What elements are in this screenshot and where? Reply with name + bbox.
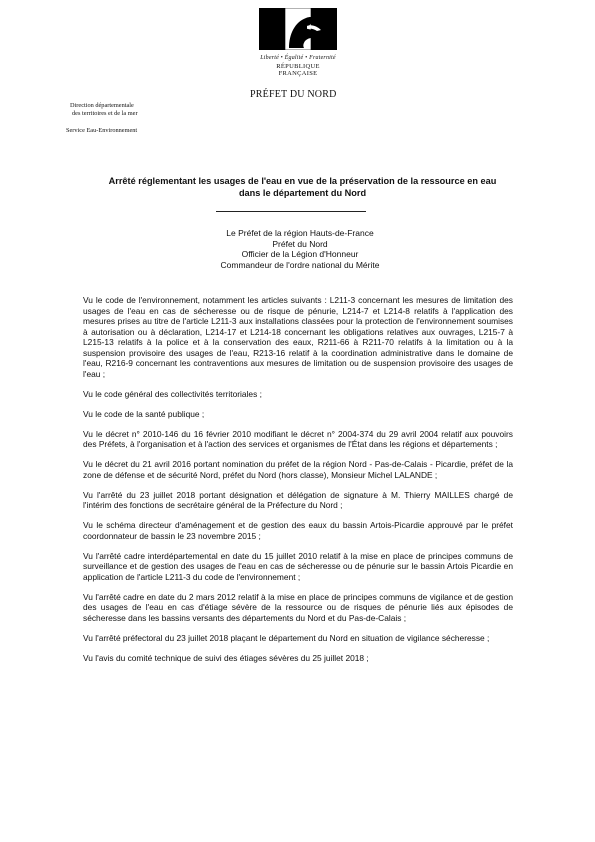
authority-block: [150, 228, 450, 270]
title-divider: [216, 211, 366, 212]
logo-republic-label: RÉPUBLIQUE FRANÇAISE: [276, 63, 320, 77]
service-label: Service Eau-Environnement: [66, 127, 138, 134]
marianne-logo-icon: [259, 8, 337, 50]
title-line-1: Arrêté réglementant les usages de l'eau en vue de la préservation de la ressource en eau: [108, 176, 497, 186]
document-body: [83, 295, 513, 673]
document-title: [80, 175, 525, 199]
paragraph-code-sante: Vu le code de la santé publique ;: [83, 408, 205, 419]
paragraph-arrete-cadre-2012: Vu l'arrêté cadre en date du 2 mars 2012 relatif à la mise en place de principes communs de vigilance et de gestion des usages de l'eau en cas d'étiage sévère de la ressource ou de risques de pénurie liés aux épisodes de sécheresse dans les bassins versants des départements du Nord et du Pas-de-Calais ;: [83, 591, 513, 623]
title-line-2: dans le département du Nord: [238, 188, 367, 198]
prefet-heading: PRÉFET DU NORD: [250, 89, 337, 100]
paragraph-sdage: Vu le schéma directeur d'aménagement et de gestion des eaux du bassin Artois-Picardie approuvé par le préfet coordonnateur de bassin le 23 novembre 2015 ;: [83, 520, 513, 541]
paragraph-arrete-cadre-2010: Vu l'arrêté cadre interdépartemental en date du 15 juillet 2010 relatif à la mise en place de principes communs de surveillance et de gestion des usages de l'eau en cas de sécheresse ou de pénurie sur le bassin Artois Picardie en application de l'article L211-3 du code de l'environnement ;: [83, 550, 513, 582]
paragraph-arrete-vigilance: Vu l'arrêté préfectoral du 23 juillet 2018 plaçant le département du Nord en situation de vigilance sécheresse ;: [83, 632, 490, 643]
paragraph-arrete-delegation: Vu l'arrêté du 23 juillet 2018 portant désignation et délégation de signature à M. Thierry MAILLES chargé de l'intérim des fonctions de secrétaire général de la Préfecture du Nord ;: [83, 489, 513, 510]
authority-line-3: Officier de la Légion d'Honneur: [241, 249, 359, 259]
paragraph-decret-2016: Vu le décret du 21 avril 2016 portant nomination du préfet de la région Nord - Pas-de-Calais - Picardie, préfet de la zone de défense et de sécurité Nord, préfet du Nord (hors classe), Monsieur Michel LALANDE ;: [83, 459, 513, 480]
paragraph-code-collectivites: Vu le code général des collectivités territoriales ;: [83, 388, 262, 399]
logo-motto: Liberté • Égalité • Fraternité: [260, 55, 336, 61]
paragraph-decret-2010: Vu le décret n° 2010-146 du 16 février 2010 modifiant le décret n° 2004-374 du 29 avril 2004 relatif aux pouvoirs des Préfets, à l'organisation et à l'action des services et organismes de l'État dans les régions et départements ;: [83, 428, 513, 449]
paragraph-avis-comite: Vu l'avis du comité technique de suivi des étiages sévères du 25 juillet 2018 ;: [83, 652, 369, 663]
authority-line-2: Préfet du Nord: [272, 238, 328, 249]
direction-line-1: Direction départementale: [70, 102, 134, 109]
authority-line-4: Commandeur de l'ordre national du Mérite: [220, 259, 380, 270]
direction-block: [70, 102, 138, 118]
paragraph-code-environnement: Vu le code de l'environnement, notamment les articles suivants : L211-3 concernant les mesures de limitation des usages de l'eau en cas de sécheresse ou de risque de pénurie, L214-7 et L214-8 relatifs à l'application des mesures prises au titre de l'article L211-3 aux installations classées pour la protection de l'environnement soumises à autorisation ou à déclaration, L214-17 et L214-18 concernant les obligations relatives aux ouvrages, L215-7 à L215-13 relatifs à la police et à la conservation des eaux, R211-66 à R211-70 relatifs à la limitation ou à la suspension provisoire des usages de l'eau, R213-16 relatif à la coordination administrative dans le domaine de l'eau, R216-9 concernant les contraventions aux mesures de limitation ou de suspension provisoire des usages de l'eau ;: [83, 295, 513, 379]
republic-logo: [257, 8, 339, 77]
authority-line-1: Le Préfet de la région Hauts-de-France: [226, 228, 374, 238]
direction-line-2: des territoires et de la mer: [72, 110, 138, 117]
